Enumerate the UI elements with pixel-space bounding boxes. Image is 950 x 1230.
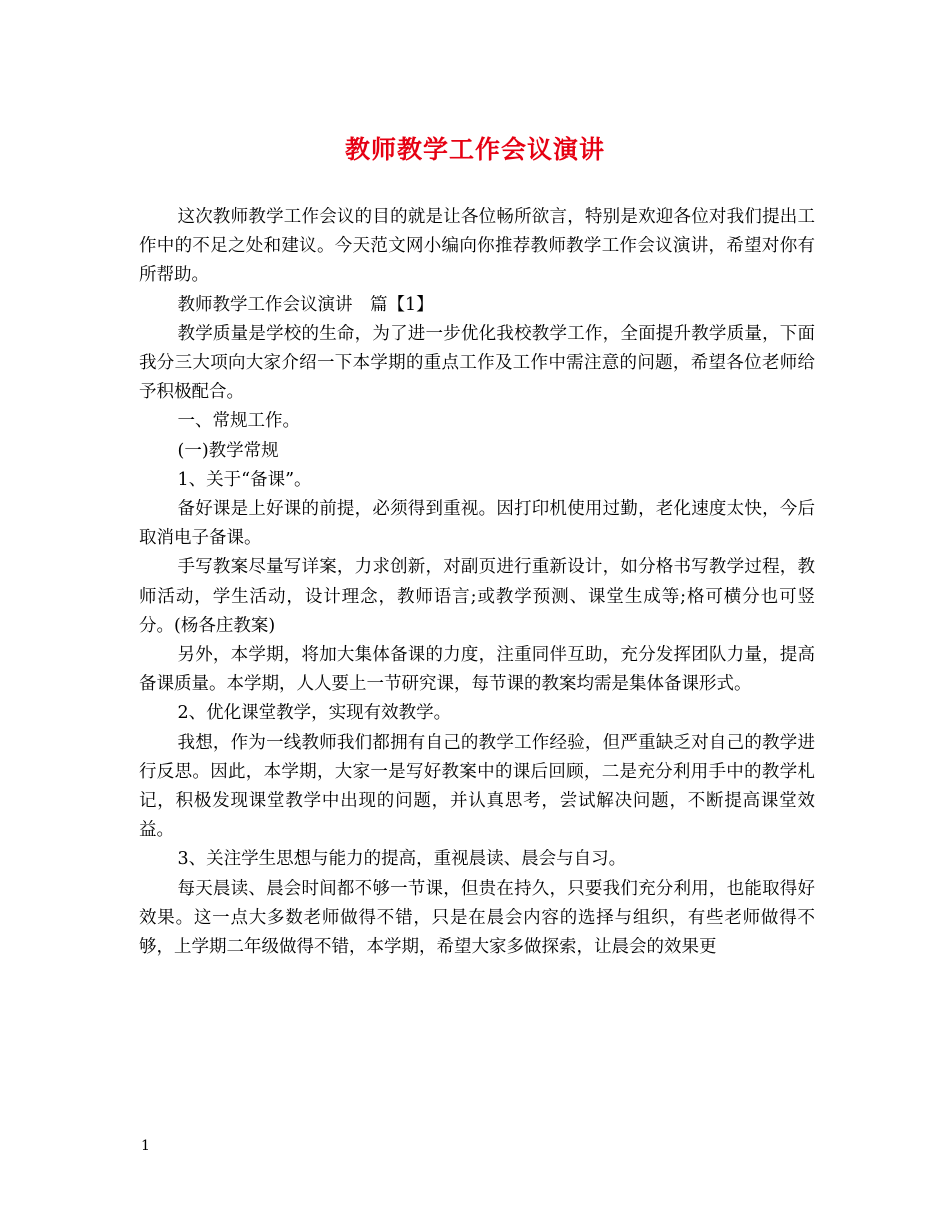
paragraph: 另外，本学期，将加大集体备课的力度，注重同伴互助，充分发挥团队力量，提高备课质量。本学期，人人要上一节研究课，每节课的教案均需是集体备课形式。 xyxy=(139,645,815,695)
paragraph: 我想，作为一线教师我们都拥有自己的教学工作经验，但严重缺乏对自己的教学进行反思。因此，本学期，大家一是写好教案中的课后回顾，二是充分利用手中的教学札记，积极发现课堂教学中出现的问题，并认真思考，尝试解决问题，不断提高课堂效益。 xyxy=(139,732,815,841)
paragraph-intro: 这次教师教学工作会议的目的就是让各位畅所欲言，特别是欢迎各位对我们提出工作中的不足之处和建议。今天范文网小编向你推荐教师教学工作会议演讲，希望对你有所帮助。 xyxy=(139,207,815,286)
paragraph: 教学质量是学校的生命，为了进一步优化我校教学工作，全面提升教学质量，下面我分三大项向大家介绍一下本学期的重点工作及工作中需注意的问题，希望各位老师给予积极配合。 xyxy=(139,323,815,403)
paragraph-heading: (一)教学常规 xyxy=(177,440,279,461)
page-number: 1 xyxy=(141,1138,150,1154)
document-body xyxy=(139,203,815,962)
paragraph-section-heading: 教师教学工作会议演讲 篇【1】 xyxy=(177,294,434,315)
paragraph: 每天晨读、晨会时间都不够一节课，但贵在持久，只要我们充分利用，也能取得好效果。这一点大多数老师做得不错，只是在晨会内容的选择与组织，有些老师做得不够，上学期二年级做得不错，本学期，希望大家多做探索，让晨会的效果更 xyxy=(139,878,815,958)
document-title: 教师教学工作会议演讲 xyxy=(344,135,605,164)
paragraph: 手写教案尽量写详案，力求创新，对副页进行重新设计，如分格书写教学过程，教师活动，学生活动，设计理念，教师语言;或教学预测、课堂生成等;格可横分也可竖分。(杨各庄教案) xyxy=(139,557,815,636)
paragraph-heading: 2、优化课堂教学，实现有效教学。 xyxy=(177,703,452,724)
paragraph-heading: 3、关注学生思想与能力的提高，重视晨读、晨会与自习。 xyxy=(177,849,627,870)
paragraph-heading: 一、常规工作。 xyxy=(177,411,300,432)
paragraph-heading: 1、关于“备课”。 xyxy=(177,469,312,490)
paragraph: 备好课是上好课的前提，必须得到重视。因打印机使用过勤，老化速度太快，今后取消电子备课。 xyxy=(139,499,815,549)
